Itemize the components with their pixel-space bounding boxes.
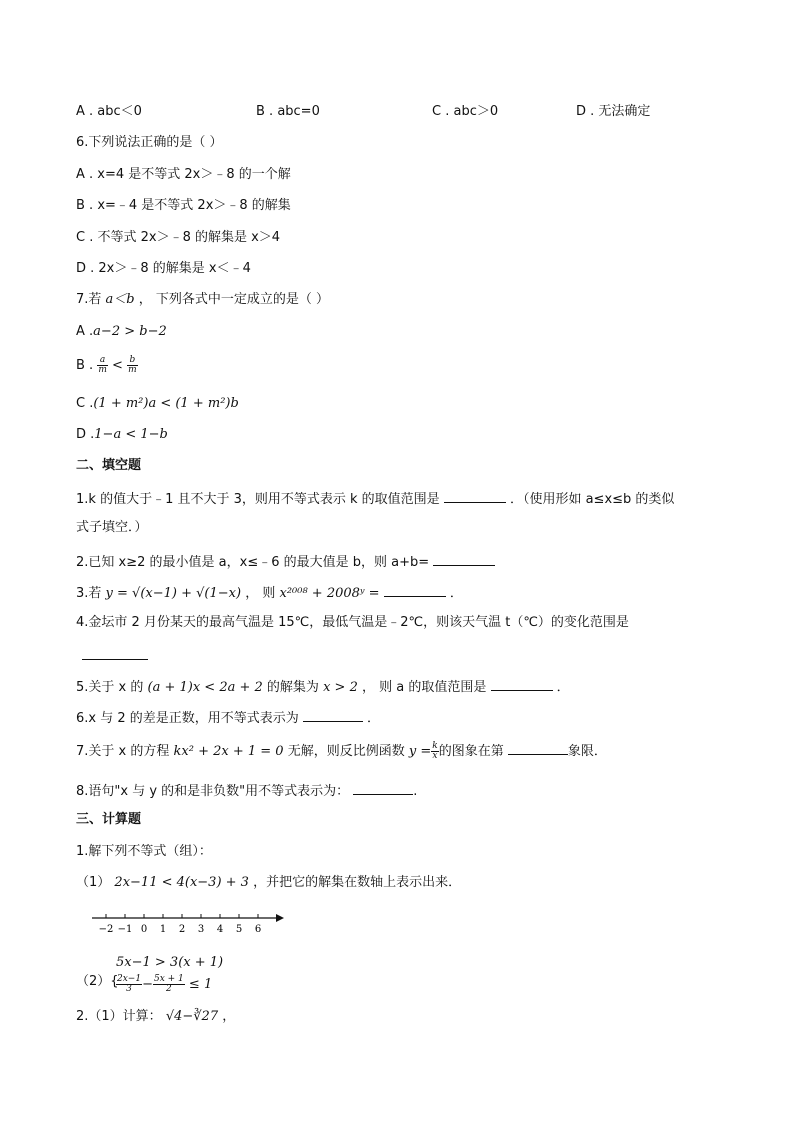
number-line-tick-label: −1 bbox=[117, 924, 133, 935]
fill-q7-math2: y = bbox=[408, 744, 432, 759]
calc-q1-2-eq1: 5x−1 > 3(x + 1) bbox=[116, 955, 224, 970]
q6-stem: 6.下列说法正确的是（ ） bbox=[76, 135, 223, 150]
fill-q7-post: 的图象在第 bbox=[438, 744, 504, 759]
q7-option-b: B . $\frac{a}{m}$ < $\frac{b}{m}$ bbox=[76, 355, 137, 375]
fill-q3-blank[interactable] bbox=[384, 582, 446, 597]
section-3-title: 三、计算题 bbox=[76, 812, 142, 827]
fill-q7-end: 象限． bbox=[567, 744, 607, 759]
calc-q1-1 bbox=[76, 874, 461, 892]
fill-q1-text-post: ．（使用形如 a≤x≤b 的类似 bbox=[509, 492, 675, 507]
calc-q2 bbox=[76, 1008, 235, 1026]
q7-b-frac-a-over-m: $\frac{a}{m}$ bbox=[98, 355, 107, 375]
calc-q1-2-eq2: $\frac{2x-1}{3}$ − $\frac{5x + 1}{2}$ ≤ 1 bbox=[117, 974, 213, 994]
fill-q6-text: 6.x 与 2 的差是正数，用不等式表示为 bbox=[76, 711, 299, 726]
q5-option-b: B . abc=0 bbox=[256, 104, 320, 119]
fill-q3-math: y = √(x−1) + √(1−x) bbox=[105, 586, 242, 601]
fill-q7-mid: 无解，则反比例函数 bbox=[287, 744, 405, 759]
fill-q1-line2: 式子填空．） bbox=[76, 520, 148, 535]
q7-a-math: a−2 > b−2 bbox=[93, 324, 167, 339]
q7-a-label: A . bbox=[76, 324, 94, 339]
fill-q7-blank[interactable] bbox=[508, 740, 568, 755]
fill-q5 bbox=[76, 676, 570, 697]
fill-q1-line1 bbox=[76, 488, 674, 509]
fill-q3-post: ． bbox=[449, 586, 463, 601]
calc-q1-2-frac1: $\frac{2x-1}{3}$ bbox=[117, 974, 142, 994]
calc-q1-1-post: ，并把它的解集在数轴上表示出来． bbox=[253, 875, 462, 890]
calc-q1-stem: 1.解下列不等式（组）： bbox=[76, 844, 212, 859]
q7-d-math: 1−a < 1−b bbox=[94, 427, 168, 442]
q7-stem-post: ， 下列各式中一定成立的是（ ） bbox=[138, 292, 330, 307]
fill-q3-mid: ， 则 bbox=[245, 586, 276, 601]
fill-q8-end: . bbox=[413, 784, 418, 799]
number-line-tick-label: 0 bbox=[140, 924, 148, 935]
q6-option-b: B . x=﹣4 是不等式 2x＞﹣8 的解集 bbox=[76, 198, 291, 213]
fill-q6-end: ． bbox=[367, 711, 381, 726]
q7-b-frac-b-over-m: $\frac{b}{m}$ bbox=[128, 355, 137, 375]
q7-option-c bbox=[76, 395, 239, 413]
q7-condition: a＜b bbox=[105, 292, 135, 307]
q7-option-d bbox=[76, 426, 168, 444]
q7-option-a bbox=[76, 323, 167, 341]
fill-q5-math: (a + 1)x < 2a + 2 bbox=[147, 680, 263, 695]
calc-q1-2-frac2: $\frac{5x + 1}{2}$ bbox=[153, 974, 184, 994]
number-line-tick-label: 1 bbox=[159, 924, 167, 935]
q7-stem-pre: 7.若 bbox=[76, 292, 102, 307]
fill-q8-blank[interactable] bbox=[353, 780, 413, 795]
number-line-tick-label: −2 bbox=[98, 924, 114, 935]
fill-q1-text: 1.k 的值大于﹣1 且不大于 3，则用不等式表示 k 的取值范围是 bbox=[76, 492, 440, 507]
calc-q1-1-math: 2x−11 < 4(x−3) + 3 bbox=[114, 875, 249, 890]
fill-q5-end: ． bbox=[556, 680, 570, 695]
calc-q1-1-label: （1） bbox=[76, 875, 111, 890]
section-2-title: 二、填空题 bbox=[76, 458, 142, 473]
fill-q2-blank[interactable] bbox=[433, 551, 495, 566]
q5-option-a: A . abc＜0 bbox=[76, 104, 142, 119]
q6-option-a: A . x=4 是不等式 2x＞﹣8 的一个解 bbox=[76, 167, 291, 182]
q6-option-c: C . 不等式 2x＞﹣8 的解集是 x＞4 bbox=[76, 230, 281, 245]
fill-q4-blank[interactable] bbox=[82, 645, 148, 660]
q6-option-d: D . 2x＞﹣8 的解集是 x＜﹣4 bbox=[76, 261, 251, 276]
fill-q7-pre: 7.关于 x 的方程 bbox=[76, 744, 170, 759]
fill-q4-line1: 4.金坛市 2 月份某天的最高气温是 15℃，最低气温是﹣2℃，则该天气温 t（℃）的变化范围是 bbox=[76, 615, 629, 630]
fill-q7-math: kx² + 2x + 1 = 0 bbox=[173, 744, 284, 759]
calc-q2-post: ， bbox=[222, 1009, 236, 1024]
fill-q7-frac: $\frac{k}{x}$ bbox=[432, 741, 438, 761]
number-line-tick-label: 5 bbox=[235, 924, 243, 935]
number-line-tick-label: 2 bbox=[178, 924, 186, 935]
calc-q2-pre: 2.（1）计算： bbox=[76, 1009, 162, 1024]
fill-q5-mid: 的解集为 bbox=[266, 680, 319, 695]
number-line-tick-label: 4 bbox=[216, 924, 224, 935]
fill-q4-line2 bbox=[76, 645, 148, 666]
fill-q2 bbox=[76, 551, 495, 572]
q5-option-d: D . 无法确定 bbox=[576, 104, 651, 119]
q5-option-c: C . abc＞0 bbox=[432, 104, 499, 119]
number-line-arrow-icon bbox=[276, 914, 284, 922]
fill-q6-blank[interactable] bbox=[303, 707, 363, 722]
fill-q5-pre: 5.关于 x 的 bbox=[76, 680, 144, 695]
fill-q5-math2: x > 2 bbox=[323, 680, 358, 695]
fill-q1-blank[interactable] bbox=[444, 488, 506, 503]
fill-q3-pre: 3.若 bbox=[76, 586, 102, 601]
fill-q2-text: 2.已知 x≥2 的最小值是 a，x≤﹣6 的最大值是 b，则 a+b= bbox=[76, 555, 430, 570]
q7-c-math: (1 + m²)a < (1 + m²)b bbox=[93, 396, 239, 411]
q7-d-label: D . bbox=[76, 427, 95, 442]
q7-b-label: B . bbox=[76, 358, 94, 373]
fill-q7 bbox=[76, 740, 607, 761]
fill-q8 bbox=[76, 780, 417, 801]
q7-c-label: C . bbox=[76, 396, 94, 411]
calc-q1-2-label: （2）{ bbox=[76, 974, 119, 989]
q7-stem bbox=[76, 291, 329, 309]
fill-q5-post: ， 则 a 的取值范围是 bbox=[361, 680, 487, 695]
fill-q3 bbox=[76, 582, 463, 603]
number-line-tick-label: 6 bbox=[254, 924, 262, 935]
calc-q1-2-eq2-post: ≤ 1 bbox=[188, 977, 213, 992]
fill-q3-math2: x²⁰⁰⁸ + 2008ʸ = bbox=[279, 586, 380, 601]
number-line[interactable] bbox=[90, 906, 290, 936]
calc-q2-math: √4−∛27 bbox=[165, 1009, 219, 1024]
fill-q8-text: 8.语句"x 与 y 的和是非负数"用不等式表示为： bbox=[76, 784, 350, 799]
number-line-tick-label: 3 bbox=[197, 924, 205, 935]
fill-q6 bbox=[76, 707, 380, 728]
fill-q5-blank[interactable] bbox=[491, 676, 553, 691]
